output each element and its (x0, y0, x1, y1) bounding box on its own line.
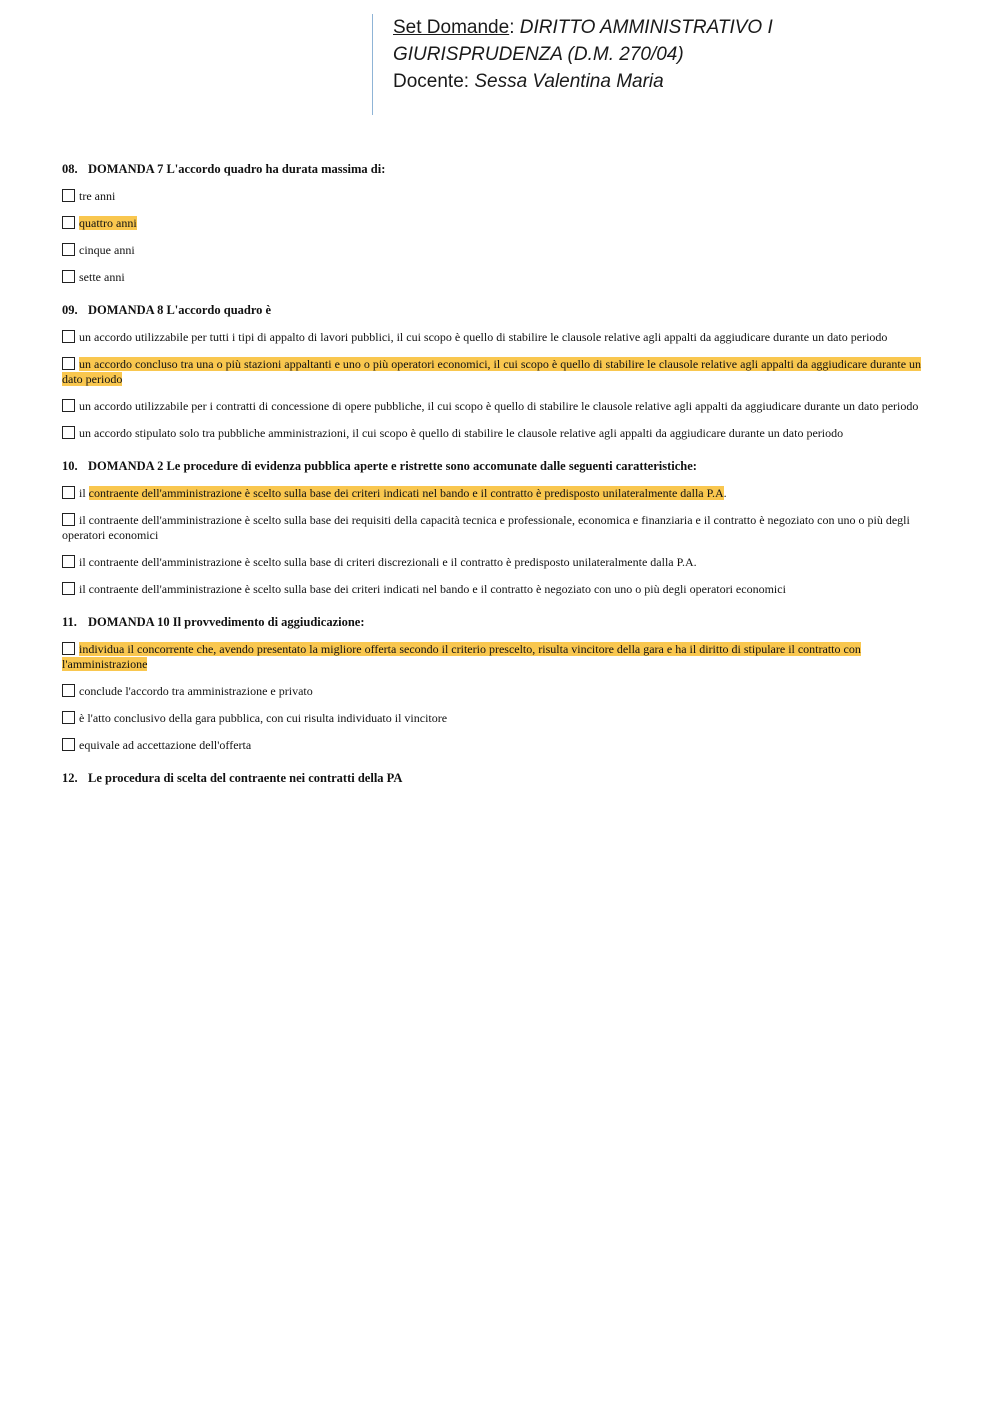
docente-name: Sessa Valentina Maria (474, 71, 664, 92)
question-text: Le procedura di scelta del contraente nei contratti della PA (88, 771, 403, 785)
answer-checkbox[interactable] (62, 582, 75, 595)
answer-option[interactable] (62, 399, 942, 414)
question-number: 11. (62, 615, 77, 629)
answer-checkbox[interactable] (62, 711, 75, 724)
option-text-highlighted: individua il concorrente che, avendo presentato la migliore offerta secondo il criterio prescelto, risulta vincitore della gara e ha il diritto di stipulare il contratto con l'amministrazione (62, 642, 861, 671)
answer-checkbox[interactable] (62, 426, 75, 439)
option-text-highlighted: un accordo concluso tra una o più stazioni appaltanti e uno o più operatori economici, il cui scopo è quello di stabilire le clausole relative agli appalti da aggiudicare durante un dato periodo (62, 357, 922, 386)
answer-checkbox[interactable] (62, 399, 75, 412)
question-title (62, 458, 942, 474)
answer-option[interactable] (62, 270, 942, 285)
option-text: un accordo utilizzabile per i contratti di concessione di opere pubbliche, il cui scopo è quello di stabilire le clausole relative agli appalti da aggiudicare durante un dato periodo (79, 399, 919, 413)
answer-checkbox[interactable] (62, 189, 75, 202)
question-number: 10. (62, 459, 78, 473)
answer-checkbox[interactable] (62, 243, 75, 256)
answer-checkbox[interactable] (62, 270, 75, 283)
answer-checkbox[interactable] (62, 555, 75, 568)
answer-option[interactable] (62, 357, 942, 387)
question-text: DOMANDA 7 L'accordo quadro ha durata massima di: (88, 162, 386, 176)
set-label: Set Domande (393, 17, 510, 38)
option-text: tre anni (79, 189, 116, 203)
answer-option[interactable] (62, 513, 942, 543)
course-title-line1: DIRITTO AMMINISTRATIVO I (519, 17, 773, 38)
answer-checkbox[interactable] (62, 738, 75, 751)
answer-checkbox[interactable] (62, 330, 75, 343)
question-list (62, 161, 942, 803)
question-block (62, 770, 942, 786)
option-text-prefix: il (79, 486, 89, 500)
option-text: un accordo stipulato solo tra pubbliche amministrazioni, il cui scopo è quello di stabilire le clausole relative agli appalti da aggiudicare durante un dato periodo (79, 426, 844, 440)
answer-checkbox[interactable] (62, 684, 75, 697)
answer-checkbox[interactable] (62, 216, 75, 229)
answer-checkbox[interactable] (62, 642, 75, 655)
question-title (62, 161, 942, 177)
option-text: il contraente dell'amministrazione è scelto sulla base dei requisiti della capacità tecnica e professionale, economica e finanziaria e il contratto è negoziato con uno o più degli operatori economici (62, 513, 910, 542)
answer-option[interactable] (62, 189, 942, 204)
option-text: conclude l'accordo tra amministrazione e privato (79, 684, 313, 698)
course-title-line2: GIURISPRUDENZA (D.M. 270/04) (393, 44, 684, 65)
answer-option[interactable] (62, 684, 942, 699)
option-text: sette anni (79, 270, 125, 284)
document-header (372, 14, 932, 115)
answer-option[interactable] (62, 642, 942, 672)
option-text: un accordo utilizzabile per tutti i tipi di appalto di lavori pubblici, il cui scopo è quello di stabilire le clausole relative agli appalti da aggiudicare durante un dato periodo (79, 330, 888, 344)
question-text: DOMANDA 2 Le procedure di evidenza pubblica aperte e ristrette sono accomunate dalle seguenti caratteristiche: (88, 459, 697, 473)
docente-label: Docente: (393, 71, 475, 92)
question-block (62, 614, 942, 753)
answer-checkbox[interactable] (62, 513, 75, 526)
option-text: il contraente dell'amministrazione è scelto sulla base dei criteri indicati nel bando e il contratto è negoziato con uno o più degli operatori economici (79, 582, 786, 596)
header-set-line (393, 14, 932, 41)
option-text: il contraente dell'amministrazione è scelto sulla base di criteri discrezionali e il contratto è predisposto unilateralmente dalla P.A. (79, 555, 697, 569)
answer-option[interactable] (62, 426, 942, 441)
question-number: 12. (62, 771, 78, 785)
set-colon: : (509, 17, 520, 38)
answer-option[interactable] (62, 486, 942, 501)
option-text: . (723, 486, 727, 500)
answer-checkbox[interactable] (62, 357, 75, 370)
answer-option[interactable] (62, 216, 942, 231)
question-title (62, 614, 942, 630)
answer-option[interactable] (62, 555, 942, 570)
answer-option[interactable] (62, 330, 942, 345)
answer-checkbox[interactable] (62, 486, 75, 499)
question-block (62, 161, 942, 285)
answer-option[interactable] (62, 711, 942, 726)
answer-option[interactable] (62, 243, 942, 258)
header-docente-line (393, 68, 932, 95)
option-text-highlighted: quattro anni (79, 216, 137, 230)
question-number: 08. (62, 162, 78, 176)
question-block (62, 302, 942, 441)
option-text: cinque anni (79, 243, 135, 257)
answer-option[interactable] (62, 582, 942, 597)
question-text: DOMANDA 8 L'accordo quadro è (88, 303, 272, 317)
question-block (62, 458, 942, 597)
option-text-highlighted: contraente dell'amministrazione è scelto sulla base dei criteri indicati nel bando e il contratto è predisposto unilateralmente dalla P.A (88, 486, 724, 500)
question-title (62, 302, 942, 318)
question-number: 09. (62, 303, 78, 317)
question-text: DOMANDA 10 Il provvedimento di aggiudicazione: (88, 615, 365, 629)
question-title (62, 770, 942, 786)
option-text: è l'atto conclusivo della gara pubblica, con cui risulta individuato il vincitore (79, 711, 448, 725)
answer-option[interactable] (62, 738, 942, 753)
option-text: equivale ad accettazione dell'offerta (79, 738, 252, 752)
